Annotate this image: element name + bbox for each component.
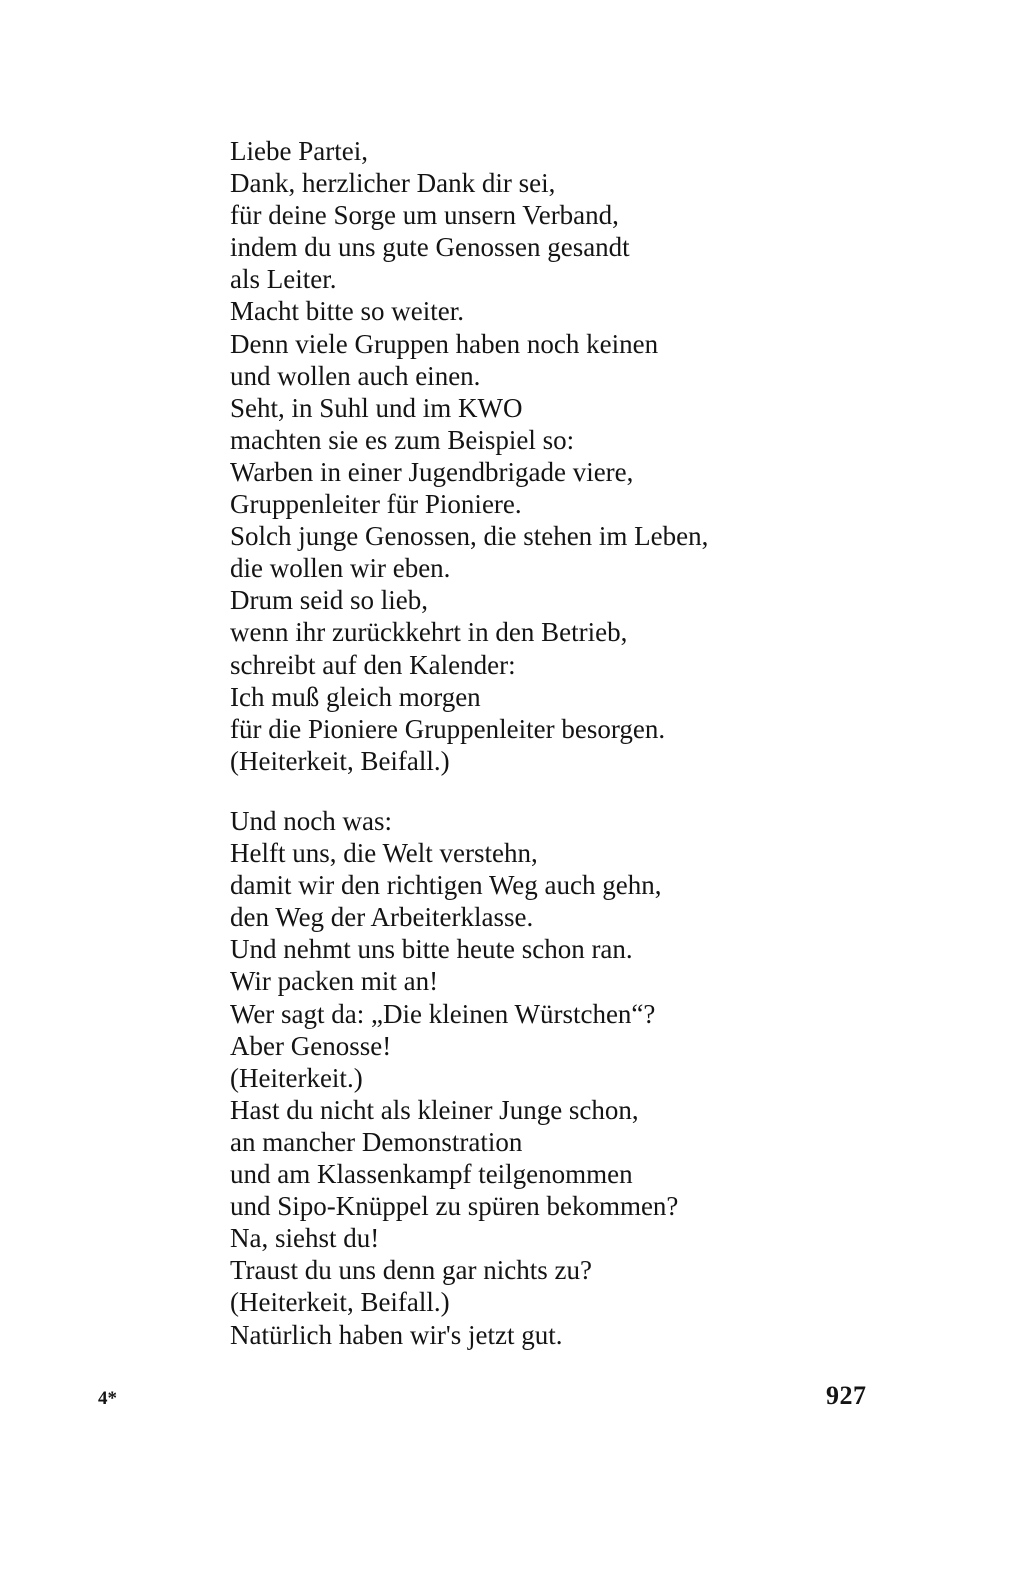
verse-line: Dank, herzlicher Dank dir sei,	[230, 168, 556, 199]
verse-line: als Leiter.	[230, 264, 337, 295]
verse-line: Und noch was:	[230, 806, 392, 836]
verse-line: Gruppenleiter für Pioniere.	[230, 489, 522, 520]
verse-line: (Heiterkeit, Beifall.)	[230, 745, 450, 776]
verse-line: Wir packen mit an!	[230, 966, 439, 997]
verse-line: Seht, in Suhl und im KWO	[230, 392, 523, 423]
verse-line: und am Klassenkampf teilgenommen	[230, 1159, 633, 1190]
verse-line: für die Pioniere Gruppenleiter besorgen.	[230, 713, 666, 744]
verse-line: die wollen wir eben.	[230, 553, 451, 584]
verse-line: den Weg der Arbeiterklasse.	[230, 902, 534, 933]
verse-line: an mancher Demonstration	[230, 1126, 523, 1157]
verse-line: machten sie es zum Beispiel so:	[230, 424, 575, 455]
verse-line: Drum seid so lieb,	[230, 585, 428, 616]
verse-line: Wer sagt da: „Die kleinen Würstchen“?	[230, 998, 656, 1029]
verse-line: wenn ihr zurückkehrt in den Betrieb,	[230, 617, 628, 648]
stanza	[230, 135, 870, 777]
signature-mark: 4*	[98, 1388, 117, 1409]
verse-line: und Sipo-Knüppel zu spüren bekommen?	[230, 1191, 679, 1222]
verse-line: (Heiterkeit, Beifall.)	[230, 1287, 450, 1318]
verse-line: und wollen auch einen.	[230, 360, 481, 391]
verse-line: für deine Sorge um unsern Verband,	[230, 200, 619, 231]
verse-line: Und nehmt uns bitte heute schon ran.	[230, 934, 633, 965]
verse-line: Hast du nicht als kleiner Junge schon,	[230, 1094, 639, 1125]
verse-line: (Heiterkeit.)	[230, 1062, 363, 1093]
verse-line: schreibt auf den Kalender:	[230, 649, 516, 680]
verse-line: Liebe Partei,	[230, 136, 368, 166]
stanza	[230, 805, 870, 1351]
verse-line: Denn viele Gruppen haben noch keinen	[230, 328, 659, 359]
verse-line: Na, siehst du!	[230, 1223, 380, 1254]
verse-line: Aber Genosse!	[230, 1030, 392, 1061]
verse-line: indem du uns gute Genossen gesandt	[230, 232, 630, 263]
page-number: 927	[826, 1381, 867, 1410]
verse-line: damit wir den richtigen Weg auch gehn,	[230, 870, 662, 901]
verse-line: Traust du uns denn gar nichts zu?	[230, 1255, 592, 1286]
verse-line: Macht bitte so weiter.	[230, 296, 464, 327]
verse-line: Helft uns, die Welt verstehn,	[230, 838, 538, 869]
verse-line: Warben in einer Jugendbrigade viere,	[230, 456, 634, 487]
verse-line: Natürlich haben wir's jetzt gut.	[230, 1319, 563, 1350]
verse-line: Solch junge Genossen, die stehen im Leben,	[230, 521, 709, 552]
verse-line: Ich muß gleich morgen	[230, 681, 481, 712]
